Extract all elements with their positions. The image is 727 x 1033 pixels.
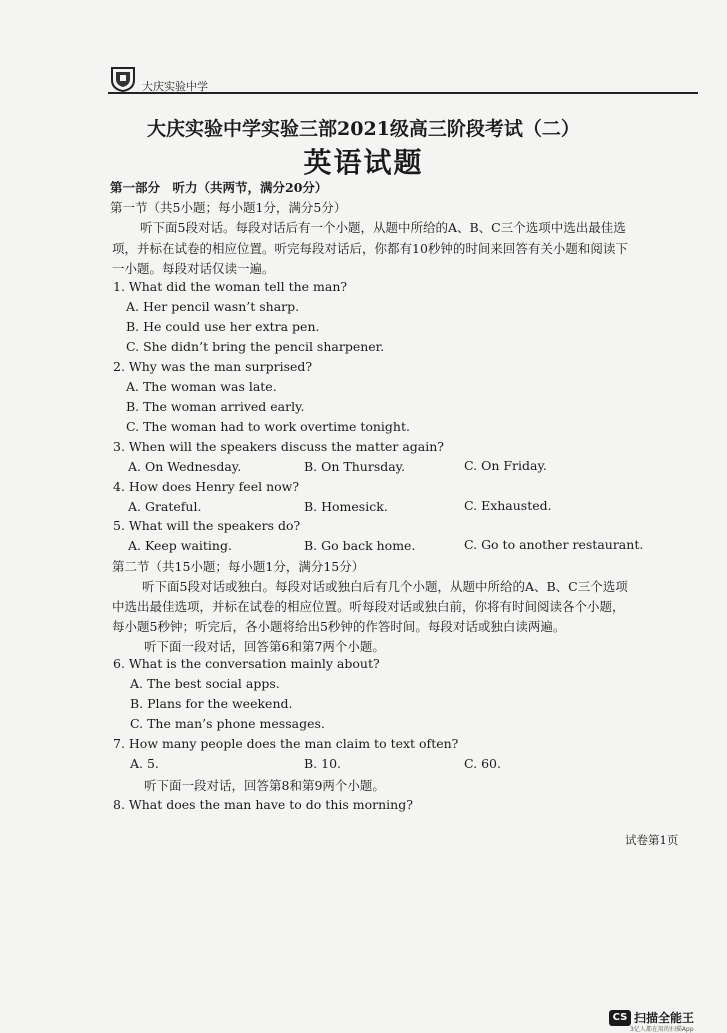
- section1-instruction-line: 听下面5段对话。每段对话后有一个小题，从题中所给的A、B、C三个选项中选出最佳选: [140, 220, 626, 235]
- answer-option: A. Her pencil wasn’t sharp.: [126, 299, 300, 314]
- page-number: 试卷第1页: [625, 833, 679, 847]
- answer-option: B. Go back home.: [304, 538, 416, 553]
- question-stem: 6. What is the conversation mainly about?: [113, 656, 380, 671]
- section1-instruction-line: 项，并标在试卷的相应位置。听完每段对话后，你都有10秒钟的时间来回答有关小题和阅读下: [112, 241, 628, 256]
- answer-option: B. He could use her extra pen.: [126, 319, 320, 334]
- dialogue-note: 听下面一段对话，回答第8和第9两个小题。: [144, 778, 385, 793]
- answer-option: C. 60.: [464, 756, 501, 771]
- question-stem: 3. When will the speakers discuss the matter again?: [113, 439, 444, 454]
- answer-option: A. The best social apps.: [130, 676, 280, 691]
- section2-instruction-line: 中选出最佳选项，并标在试卷的相应位置。听每段对话或独白前，你将有时间阅读各个小题，: [112, 599, 625, 614]
- answer-option: B. On Thursday.: [304, 459, 406, 474]
- section1-instruction-line: 一小题。每段对话仅读一遍。: [112, 261, 275, 276]
- answer-option: A. Grateful.: [128, 499, 202, 514]
- answer-option: B. Plans for the weekend.: [130, 696, 293, 711]
- answer-option: C. Exhausted.: [464, 498, 552, 513]
- section1-heading: 第一节（共5小题；每小题1分，满分5分）: [110, 200, 347, 215]
- answer-option: B. 10.: [304, 756, 342, 771]
- section2-instruction-line: 听下面5段对话或独白。每段对话或独白后有几个小题，从题中所给的A、B、C三个选项: [142, 579, 628, 594]
- answer-option: C. Go to another restaurant.: [464, 537, 644, 552]
- header-rule: [108, 92, 698, 94]
- school-logo-icon: [108, 64, 138, 92]
- section2-heading: 第二节（共15小题；每小题1分，满分15分）: [112, 559, 365, 574]
- scanner-watermark: 扫描全能王: [634, 1011, 695, 1025]
- dialogue-note: 听下面一段对话，回答第6和第7两个小题。: [144, 639, 385, 654]
- exam-title: 大庆实验中学实验三部2021级高三阶段考试（二）: [147, 118, 580, 140]
- question-stem: 5. What will the speakers do?: [113, 518, 301, 533]
- answer-option: C. The man’s phone messages.: [130, 716, 325, 731]
- question-stem: 4. How does Henry feel now?: [113, 479, 300, 494]
- section2-instruction-line: 每小题5秒钟；听完后，各小题将给出5秒钟的作答时间。每段对话或独白读两遍。: [112, 619, 566, 634]
- answer-option: A. Keep waiting.: [128, 538, 232, 553]
- answer-option: A. On Wednesday.: [128, 459, 242, 474]
- subject-title: 英语试题: [303, 146, 424, 179]
- camscanner-logo-icon: CS: [609, 1010, 631, 1026]
- answer-option: B. Homesick.: [304, 499, 388, 514]
- scanner-tagline: 3亿人都在用的扫描App: [630, 1026, 694, 1033]
- question-stem: 7. How many people does the man claim to text often?: [113, 736, 459, 751]
- school-name: 大庆实验中学: [142, 80, 208, 93]
- answer-option: C. The woman had to work overtime tonight.: [126, 419, 410, 434]
- answer-option: C. On Friday.: [464, 458, 547, 473]
- answer-option: C. She didn’t bring the pencil sharpener.: [126, 339, 385, 354]
- question-stem: 1. What did the woman tell the man?: [113, 279, 348, 294]
- answer-option: B. The woman arrived early.: [126, 399, 305, 414]
- question-stem: 8. What does the man have to do this morning?: [113, 797, 413, 812]
- answer-option: A. 5.: [130, 756, 159, 771]
- answer-option: A. The woman was late.: [126, 379, 277, 394]
- part1-heading: 第一部分 听力（共两节，满分20分）: [110, 180, 328, 195]
- question-stem: 2. Why was the man surprised?: [113, 359, 313, 374]
